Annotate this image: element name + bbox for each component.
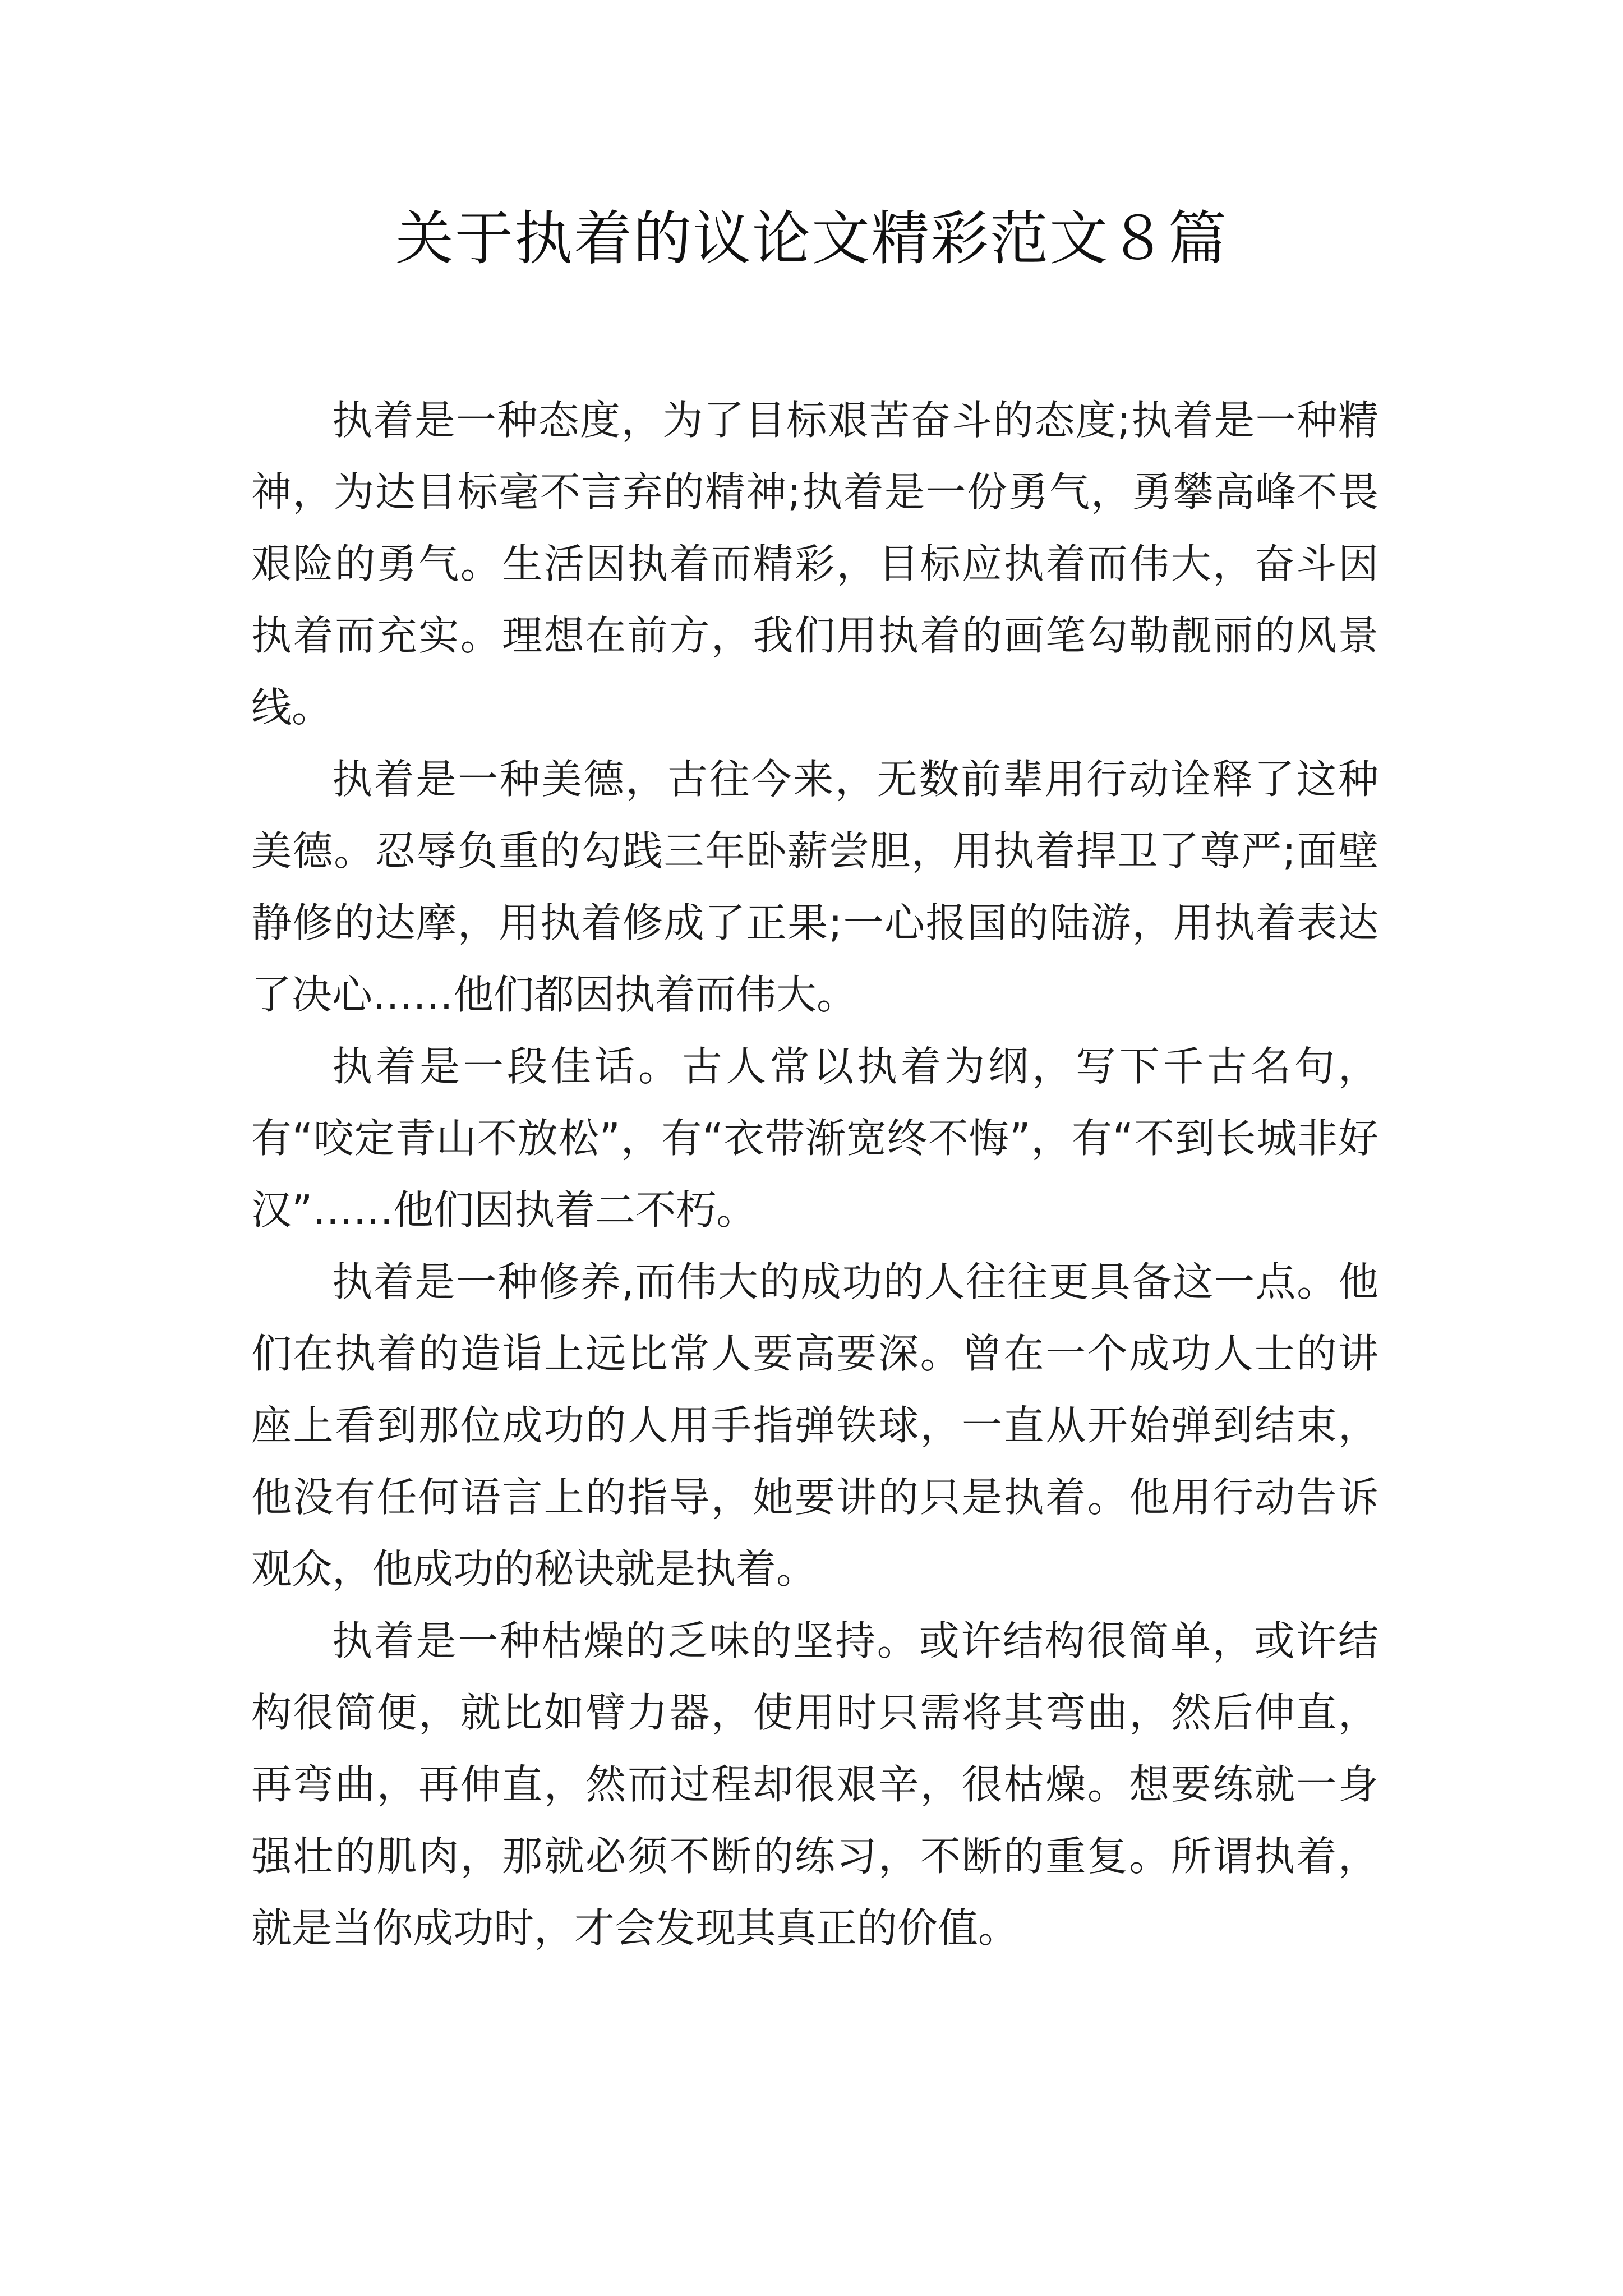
paragraph: 执着是一种枯燥的乏味的坚持。或许结构很简单，或许结构很简便，就比如臂力器，使用时只需将其弯曲，然后伸直，再弯曲，再伸直，然而过程却很艰辛，很枯燥。想要练就一身强壮的肌肉，那就必须不断的练习，不断的重复。所谓执着，就是当你成功时，才会发现其真正的价值。 (251, 1617, 1378, 1952)
document-body (251, 384, 1378, 1964)
paragraph: 执着是一种态度，为了目标艰苦奋斗的态度;执着是一种精神，为达目标毫不言弃的精神;执着是一份勇气，勇攀高峰不畏艰险的勇气。生活因执着而精彩，目标应执着而伟大，奋斗因执着而充实。理想在前方，我们用执着的画笔勾勒靓丽的风景线。 (251, 397, 1378, 731)
document-title: 关于执着的议论文精彩范文８篇 (395, 204, 1228, 273)
paragraph: 执着是一种美德，古往今来，无数前辈用行动诠释了这种美德。忍辱负重的勾践三年卧薪尝胆，用执着捍卫了尊严;面壁静修的达摩，用执着修成了正果;一心报国的陆游，用执着表达了决心……他们都因执着而伟大。 (251, 756, 1378, 1018)
paragraph: 执着是一种修养,而伟大的成功的人往往更具备这一点。他们在执着的造诣上远比常人要高要深。曾在一个成功人士的讲座上看到那位成功的人用手指弹铁球，一直从开始弹到结束，他没有任何语言上的指导，她要讲的只是执着。他用行动告诉观众，他成功的秘诀就是执着。 (251, 1258, 1378, 1593)
paragraph: 执着是一段佳话。古人常以执着为纲，写下千古名句，有“咬定青山不放松”，有“衣带渐宽终不悔”，有“不到长城非好汉”……他们因执着二不朽。 (251, 1043, 1378, 1234)
